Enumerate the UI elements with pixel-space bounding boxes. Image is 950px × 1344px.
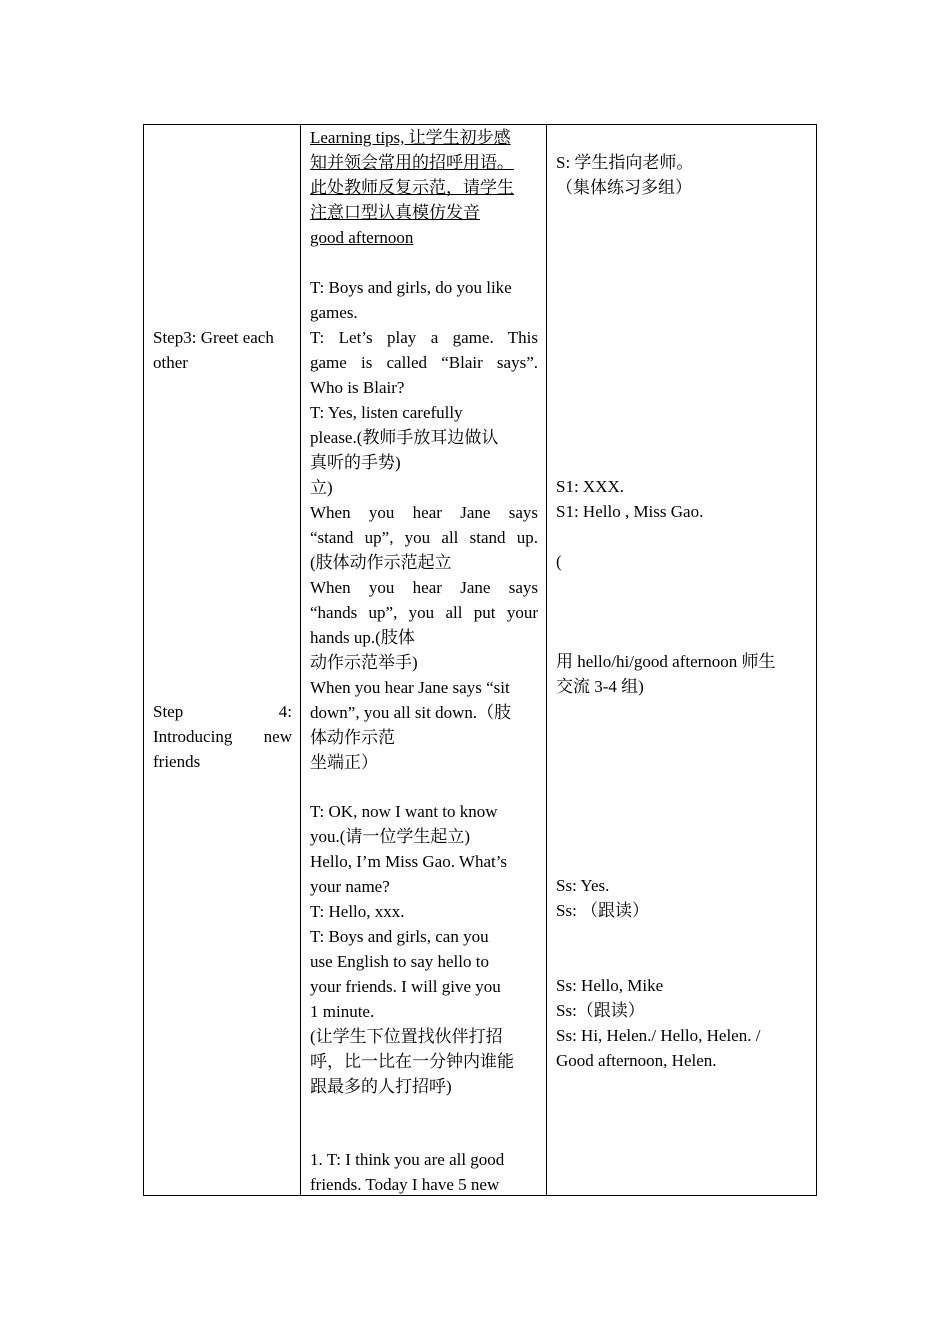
intro-line: use English to say hello to [310, 952, 489, 971]
response-group [556, 649, 808, 699]
game-line: hands up.(肢体 [310, 628, 415, 647]
response-group [556, 549, 808, 574]
game-line: T: Let’s play a game. This [310, 328, 538, 347]
game-line: 体动作示范 [310, 728, 395, 747]
game-line: T: Yes, listen carefully [310, 403, 463, 422]
intro-line: your name? [310, 877, 390, 896]
tips-line: 知并领会常用的招呼用语。 [310, 153, 514, 172]
intro-line: 1 minute. [310, 1002, 375, 1021]
game-line: (肢体动作示范起立 [310, 553, 452, 572]
intro-line: T: Boys and girls, can you [310, 927, 489, 946]
game-line: “stand up”, you all stand up. [310, 528, 538, 547]
response-line: Ss:（跟读） [556, 1001, 645, 1020]
game-line: “hands up”, you all put your [310, 603, 538, 622]
step3-line: other [153, 353, 188, 372]
table-row [144, 125, 817, 1196]
intro-line: 呼，比一比在一分钟内谁能 [310, 1052, 514, 1071]
response-line: S1: Hello , Miss Gao. [556, 502, 704, 521]
game-line: please.(教师手放耳边做认 [310, 428, 499, 447]
intro-line: T: Hello, xxx. [310, 902, 405, 921]
response-line: 用 hello/hi/good afternoon 师生 [556, 652, 776, 671]
intro-line: (让学生下位置找伙伴打招 [310, 1027, 503, 1046]
game-line: When you hear Jane says [310, 578, 538, 597]
game-line: Who is Blair? [310, 378, 405, 397]
game-line: 立) [310, 478, 333, 497]
response-line: Ss: Yes. [556, 876, 610, 895]
response-line: （集体练习多组） [556, 178, 692, 197]
steps-cell [144, 125, 301, 1196]
intro-line: your friends. I will give you [310, 977, 501, 996]
game-line: games. [310, 303, 358, 322]
step3-label [153, 325, 292, 375]
learning-tips [310, 125, 538, 250]
step4-line: friends [153, 752, 201, 771]
response-line: S: 学生指向老师。 [556, 153, 694, 172]
step3-line: Step3: Greet each [153, 328, 274, 347]
response-line: Good afternoon, Helen. [556, 1051, 717, 1070]
introduction-dialogue [310, 799, 538, 1099]
game-line: 坐端正） [310, 753, 378, 772]
response-group [556, 973, 808, 1073]
game-instructions [310, 275, 538, 775]
tips-line: 此处教师反复示范，请学生 [310, 178, 514, 197]
game-line: When you hear Jane says “sit [310, 678, 510, 697]
new-friends-line: friends. Today I have 5 new [310, 1175, 500, 1194]
game-line: game is called “Blair says”. [310, 353, 538, 372]
intro-line: T: OK, now I want to know [310, 802, 498, 821]
response-line: Ss: （跟读） [556, 901, 650, 920]
intro-line: 跟最多的人打招呼) [310, 1077, 452, 1096]
game-line: When you hear Jane says [310, 503, 538, 522]
new-friends-intro [310, 1147, 538, 1197]
tips-line: Learning tips, 让学生初步感 [310, 128, 511, 147]
tips-line: good afternoon [310, 228, 414, 247]
step4-line: Step 4: [153, 702, 292, 721]
intro-line: you.(请一位学生起立) [310, 827, 471, 846]
activities-cell [301, 125, 547, 1196]
response-group [556, 474, 808, 524]
game-line: 真听的手势) [310, 453, 401, 472]
game-line: T: Boys and girls, do you like [310, 278, 512, 297]
step4-label [153, 699, 292, 774]
response-group [556, 873, 808, 923]
step4-line: Introducing new [153, 727, 292, 746]
intro-line: Hello, I’m Miss Gao. What’s [310, 852, 508, 871]
tips-line: 注意口型认真模仿发音 [310, 203, 480, 222]
response-group [556, 150, 808, 200]
game-line: 动作示范举手) [310, 653, 418, 672]
response-line: S1: XXX. [556, 477, 625, 496]
response-line: 交流 3-4 组) [556, 677, 644, 696]
new-friends-line: 1. T: I think you are all good [310, 1150, 505, 1169]
response-line: ( [556, 552, 562, 571]
game-line: down”, you all sit down.（肢 [310, 703, 512, 722]
response-line: Ss: Hi, Helen./ Hello, Helen. / [556, 1026, 761, 1045]
lesson-plan-table [143, 124, 817, 1196]
responses-cell [547, 125, 817, 1196]
response-line: Ss: Hello, Mike [556, 976, 664, 995]
